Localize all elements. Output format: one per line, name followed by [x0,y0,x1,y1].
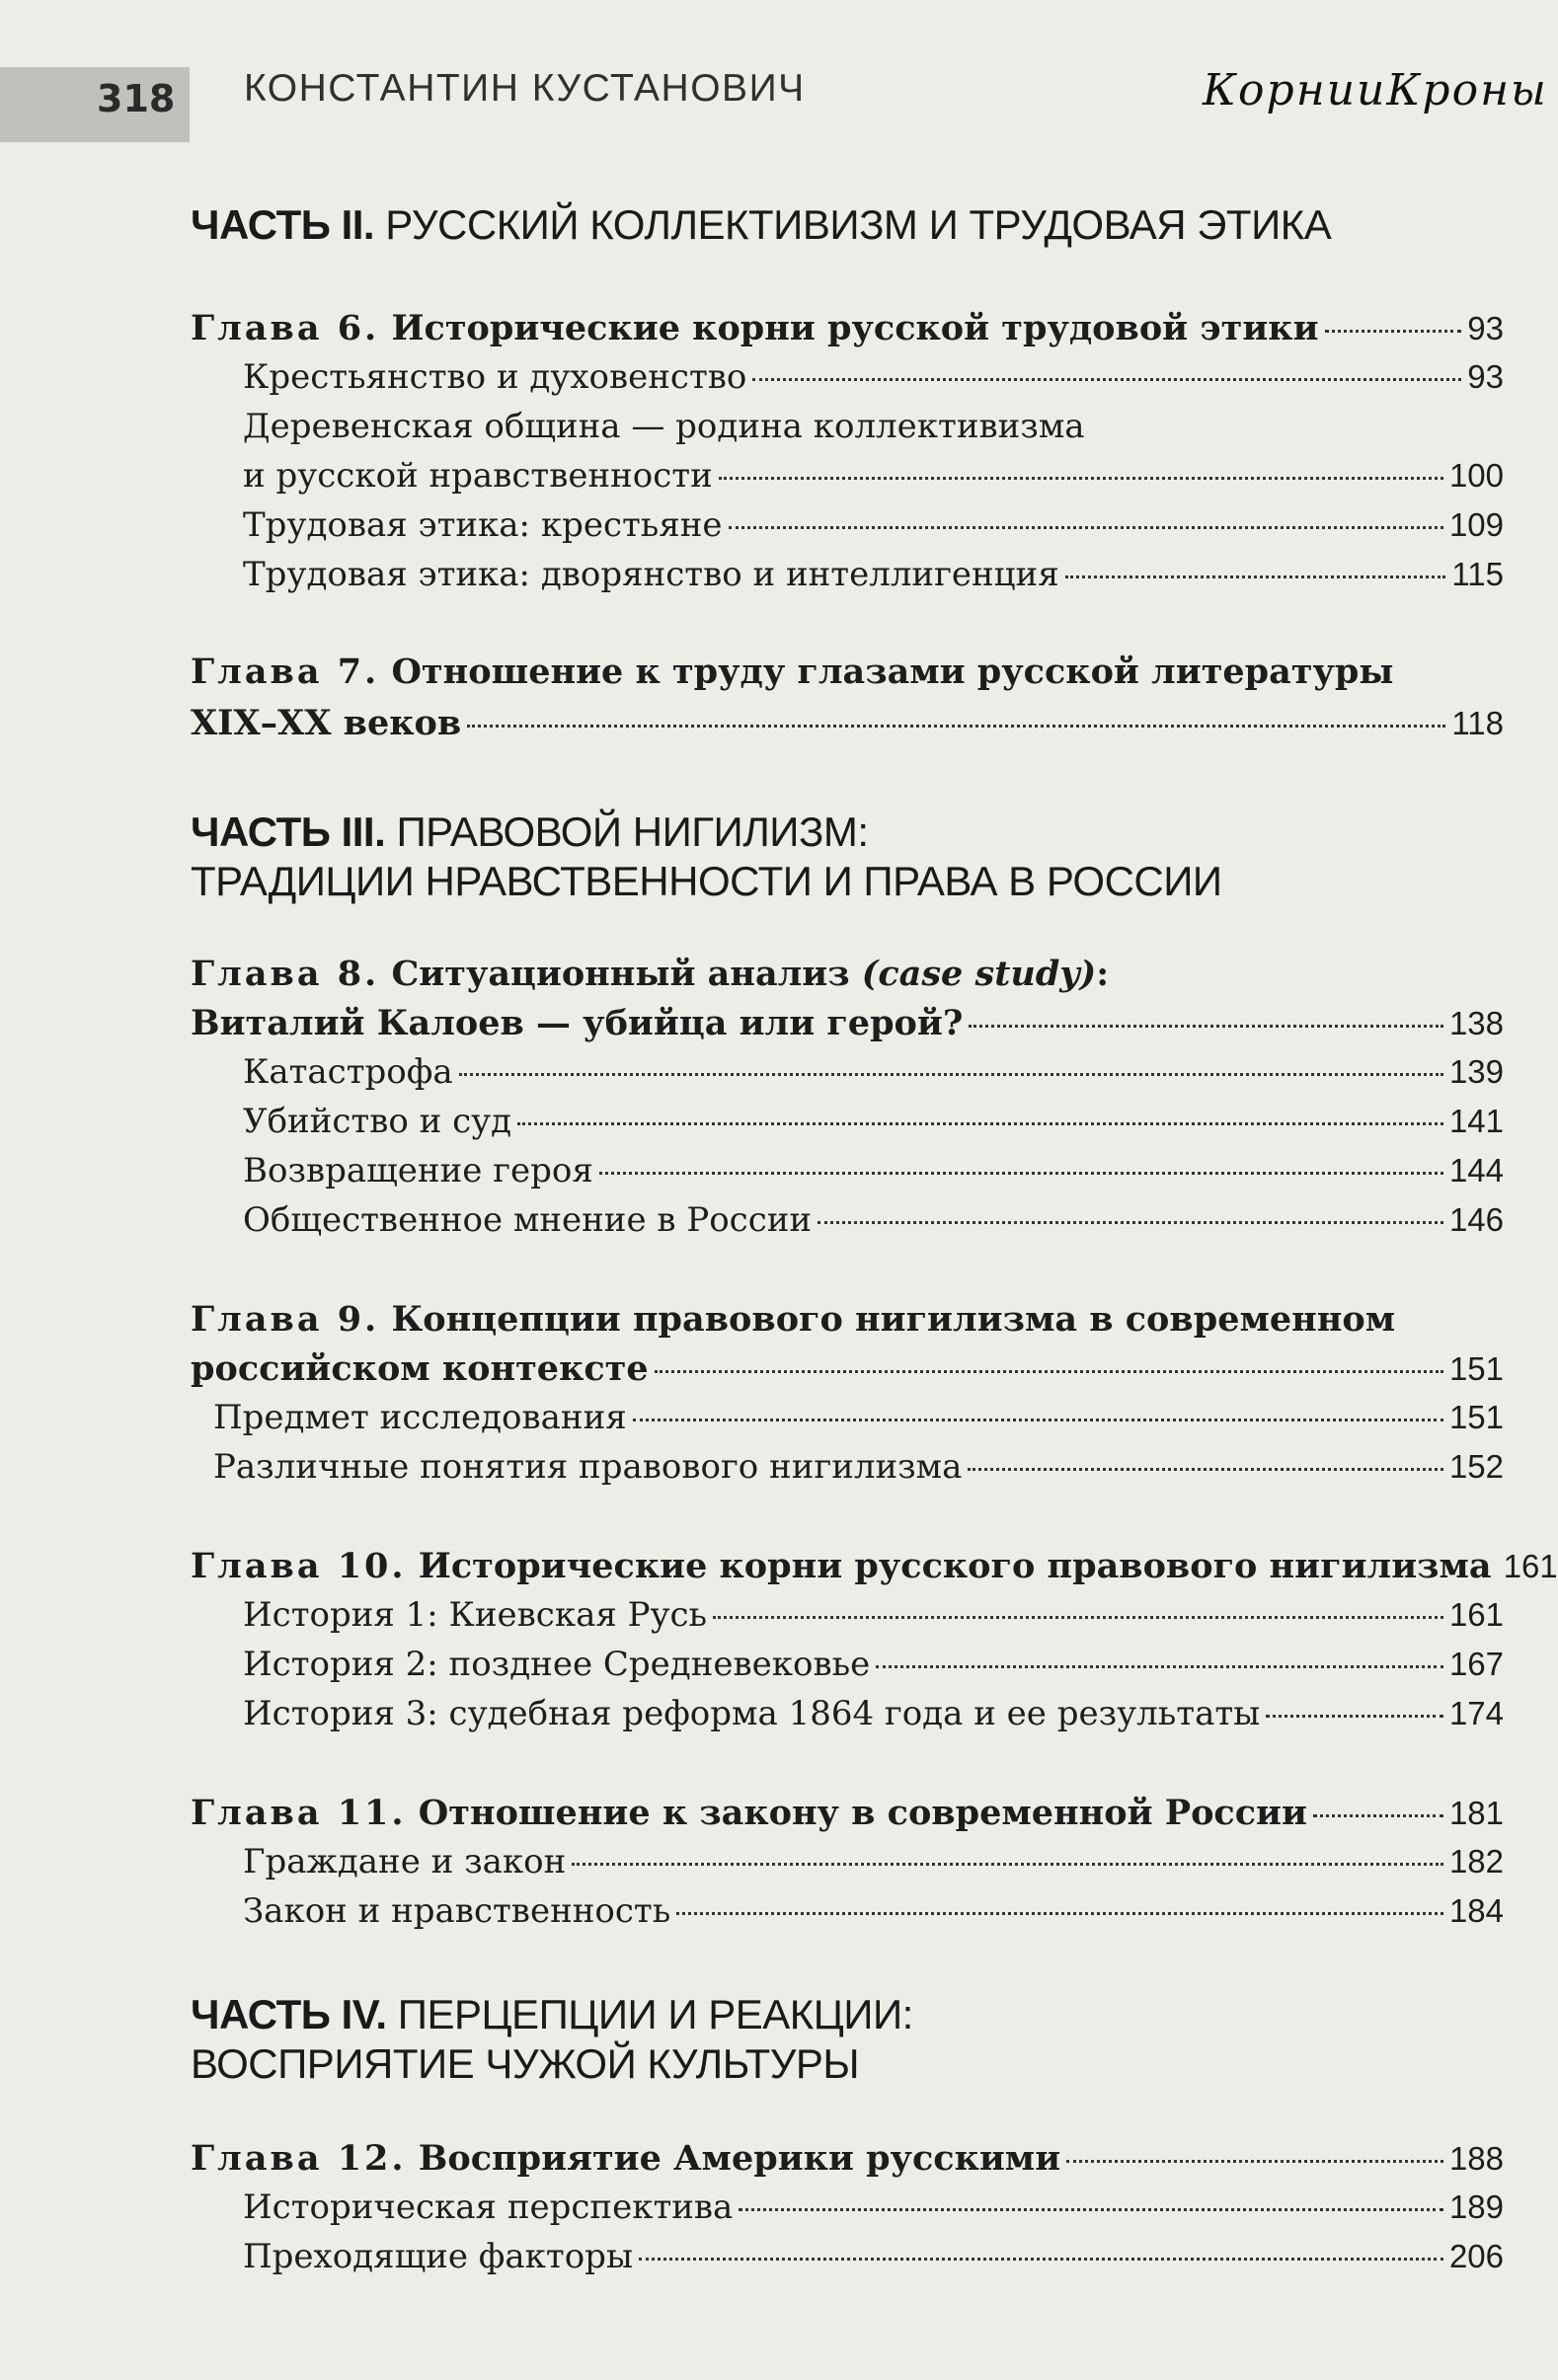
page-ref: 115 [1451,556,1504,592]
chapter-label: Глава 12. [191,2138,407,2179]
chapter-title: Исторические корни русского правового нигилизма [418,1546,1492,1586]
dot-leader [467,725,1445,728]
chapter-label: Глава 9. [191,1299,380,1340]
section-title: Трудовая этика: крестьяне [243,505,723,545]
dot-leader [676,1912,1443,1915]
page-ref: 109 [1448,506,1504,543]
dot-leader [876,1665,1443,1668]
section-title: Катастрофа [243,1052,453,1092]
chapter-label: Глава 10. [191,1546,407,1586]
part-3-heading [191,807,1222,906]
part-number: ЧАСТЬ III. [191,808,386,855]
toc-section[interactable] [243,456,1504,503]
page-ref: 144 [1448,1152,1504,1189]
page-ref: 151 [1448,1350,1504,1387]
chapter-title: Отношение к закону в современной России [418,1793,1307,1833]
page-ref: 188 [1448,2140,1504,2177]
toc-chapter-8-line1[interactable] [191,954,1504,1001]
dot-leader [1065,576,1446,578]
dot-leader [1325,330,1462,333]
part-number: ЧАСТЬ IV. [191,1991,387,2037]
toc-chapter-7-line1[interactable] [191,652,1504,699]
toc-section[interactable] [243,1891,1504,1939]
toc-section[interactable] [243,1151,1504,1198]
dot-leader [599,1172,1443,1175]
chapter-title-cont: Виталий Калоев — убийца или герой? [191,1003,964,1043]
part-title: ПЕРЦЕПЦИИ И РЕАКЦИИ: [397,1991,913,2037]
running-head-author: КОНСТАНТИН КУСТАНОВИЧ [244,67,806,110]
page-ref: 181 [1448,1795,1504,1831]
chapter-label: Глава 6. [191,308,380,348]
section-title: Деревенская община — родина коллективизма [243,407,1085,446]
dot-leader [739,2208,1443,2211]
dot-leader [729,526,1443,529]
toc-chapter-7[interactable] [191,703,1504,750]
toc-section[interactable] [213,1447,1504,1495]
dot-leader [1066,2160,1443,2163]
section-title: Различные понятия правового нигилизма [213,1447,963,1487]
page-ref: 174 [1448,1695,1504,1731]
toc-section[interactable] [243,1200,1504,1248]
page-ref: 161 [1448,1596,1504,1633]
section-title: Убийство и суд [243,1102,512,1141]
toc-chapter-8[interactable] [191,1003,1504,1050]
toc-section-line1[interactable] [243,407,1504,454]
page-ref: 139 [1448,1053,1504,1090]
page-ref: 146 [1448,1201,1504,1238]
page-ref: 161 [1503,1548,1558,1584]
section-title: Трудовая этика: дворянство и интеллигенция [243,555,1059,594]
page-ref: 152 [1448,1448,1504,1485]
toc-section[interactable] [213,1398,1504,1445]
page-number: 318 [97,77,176,120]
section-title: Крестьянство и духовенство [243,357,747,397]
dot-leader [719,477,1443,480]
chapter-label: Глава 11. [191,1793,407,1833]
chapter-title: Концепции правового нигилизма в современном [391,1299,1396,1340]
chapter-label: Глава 7. [191,652,380,692]
page-ref: 93 [1467,310,1504,346]
section-title: Общественное мнение в России [243,1200,813,1240]
dot-leader [655,1370,1443,1373]
page-ref: 151 [1448,1399,1504,1435]
section-title: История 2: позднее Средневековье [243,1645,871,1684]
page-ref: 167 [1448,1646,1504,1682]
dot-leader [818,1221,1443,1224]
dot-leader [639,2258,1443,2261]
section-title-cont: и русской нравственности [243,456,713,496]
toc-section[interactable] [243,505,1504,553]
dot-leader [459,1073,1443,1076]
toc-section[interactable] [243,2237,1504,2284]
toc-section[interactable] [243,1645,1504,1692]
toc-chapter-11[interactable] [191,1793,1504,1840]
dot-leader [517,1122,1443,1125]
section-title: Преходящие факторы [243,2237,634,2276]
chapter-title-cont: российском контексте [191,1348,649,1389]
page-ref: 141 [1448,1103,1504,1139]
section-title: История 1: Киевская Русь [243,1595,708,1635]
toc-section[interactable] [243,1595,1504,1643]
page-ref: 189 [1448,2188,1504,2225]
dot-leader [1313,1814,1443,1817]
page-ref: 182 [1448,1843,1504,1880]
toc-chapter-9[interactable] [191,1348,1504,1396]
section-title: Предмет исследования [213,1398,627,1437]
toc-chapter-10[interactable] [191,1546,1558,1593]
chapter-label: Глава 8. [191,954,380,994]
toc-section[interactable] [243,1052,1504,1100]
section-title: Возвращение героя [243,1151,593,1190]
section-title: Граждане и закон [243,1842,567,1881]
dot-leader [968,1468,1443,1471]
toc-section[interactable] [243,2188,1504,2235]
part-number: ЧАСТЬ II. [191,201,375,248]
toc-chapter-9-line1[interactable] [191,1299,1504,1346]
part-4-heading [191,1990,913,2089]
section-title: Закон и нравственность [243,1891,671,1931]
chapter-title: Ситуационный анализ [391,954,850,994]
page-ref: 138 [1448,1005,1504,1041]
part-title: ПРАВОВОЙ НИГИЛИЗМ: [396,808,869,855]
page-ref: 206 [1448,2238,1504,2274]
chapter-title-italic: (case study) [861,954,1097,994]
publisher-logo: КорнииКроны [1203,65,1548,115]
toc-section[interactable] [243,555,1504,602]
dot-leader [752,378,1461,381]
chapter-title-cont: XIX–XX веков [191,703,462,743]
page-ref: 100 [1448,457,1504,494]
toc-section[interactable] [243,1842,1504,1889]
chapter-title: Восприятие Америки русскими [418,2138,1061,2179]
part-title-cont: ТРАДИЦИИ НРАВСТВЕННОСТИ И ПРАВА В РОССИИ [191,858,1222,904]
toc-chapter-6[interactable] [191,308,1504,355]
page-ref: 93 [1467,358,1504,395]
part-title-cont: ВОСПРИЯТИЕ ЧУЖОЙ КУЛЬТУРЫ [191,2040,860,2087]
dot-leader [969,1025,1443,1028]
section-title: История 3: судебная реформа 1864 года и ее результаты [243,1694,1261,1733]
chapter-title: Отношение к труду глазами русской литературы [391,652,1394,692]
dot-leader [572,1863,1443,1866]
dot-leader [1266,1715,1443,1718]
dot-leader [713,1616,1443,1619]
part-title: РУССКИЙ КОЛЛЕКТИВИЗМ И ТРУДОВАЯ ЭТИКА [385,201,1332,248]
chapter-title-colon: : [1096,954,1110,994]
chapter-title: Исторические корни русской трудовой этики [391,308,1319,348]
dot-leader [633,1419,1443,1421]
toc-section[interactable] [243,1102,1504,1149]
page-ref: 118 [1451,705,1504,741]
toc-section[interactable] [243,357,1504,405]
toc-section[interactable] [243,1694,1504,1741]
part-2-heading [191,200,1331,250]
page-ref: 184 [1448,1892,1504,1929]
section-title: Историческая перспектива [243,2188,734,2227]
toc-chapter-12[interactable] [191,2138,1504,2186]
